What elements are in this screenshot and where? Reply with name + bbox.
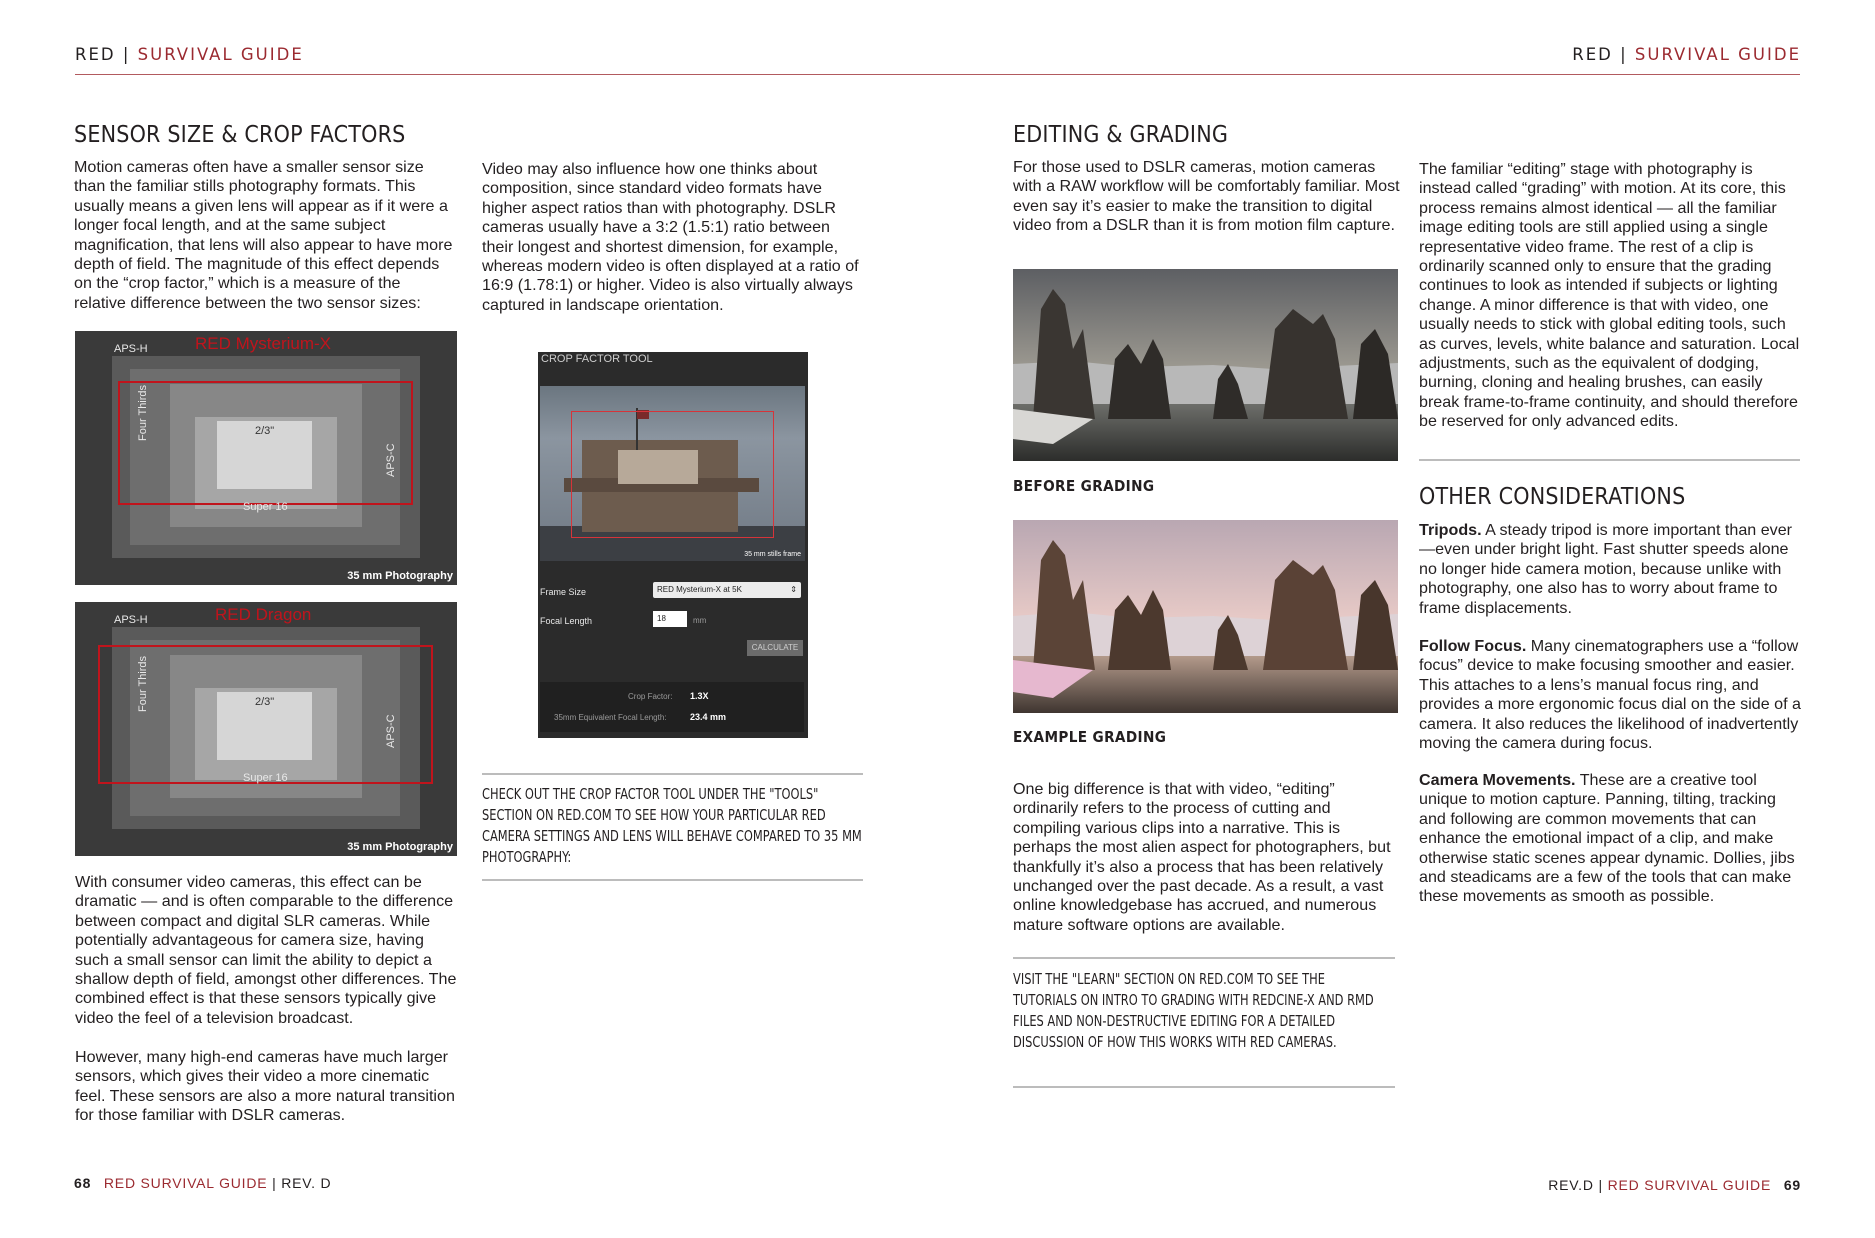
header-separator: | (1620, 45, 1628, 64)
follow-focus-paragraph (1419, 637, 1803, 753)
header-right (1572, 45, 1801, 64)
editing-intro-paragraph: For those used to DSLR cameras, motion cameras with a RAW workflow will be comfortably familiar. Most even say it’s easier to make the transition to digital video from a DSLR than it is from motion film capture. (1013, 158, 1400, 235)
callout-rule-bottom (482, 879, 863, 881)
aps-c-label: APS-C (385, 443, 397, 477)
before-grading-caption: BEFORE GRADING (1013, 477, 1155, 495)
equivalent-focal-label: 35mm Equivalent Focal Length: (554, 713, 667, 722)
header-left (75, 45, 304, 64)
crop-tool-preview-image (540, 386, 805, 561)
footer-separator: | (272, 1175, 277, 1191)
two-thirds-label: 2/3" (255, 425, 275, 437)
crop-tool-callout (482, 784, 872, 868)
four-thirds-label: Four Thirds (137, 384, 149, 441)
footer-separator: | (1598, 1177, 1603, 1193)
aps-h-label: APS-H (114, 614, 148, 626)
callout-rule-top (1013, 957, 1395, 959)
camera-movements-text: These are a creative tool unique to motion capture. Panning, tilting, tracking and following are common movements that can enhance the emotional impact of a clip, and make otherwise static scenes appear dynamic. Dollies, jibs and steadicams are a few of the tools that can make these movements as smooth as possible. (1419, 771, 1795, 906)
sensor-diagram-mysterium (75, 331, 457, 585)
section-heading-other-considerations: OTHER CONSIDERATIONS (1419, 484, 1686, 510)
camera-movements-paragraph (1419, 771, 1803, 907)
crop-factor-label: Crop Factor: (628, 692, 673, 701)
grading-paragraph: The familiar “editing” stage with photography is instead called “grading” with motion. At its core, this process remains almost identical — all the familiar image editing tools are still applied using a single representative video frame. The rest of a clip is ordinarily scanned only to ensure that the grading continues to look as intended if subjects or lighting change. A minor difference is that with video, one usually needs to stick with global editing tools, such as curves, levels, white balance and saturation. Local adjustments, such as the equivalent of dodging, burning, cloning and healing brushes, can easily break frame-to-frame continuity, and should therefore be reserved for only advanced edits. (1419, 160, 1800, 431)
video-paragraph: Video may also influence how one thinks about composition, since standard video formats have higher aspect ratios than with photography. DSLR cameras usually have a 3:2 (1.5:1) ratio between their longest and shortest dimension, for example, whereas modern video is often displayed at a ratio of 16:9 (1.78:1) or higher. Video is also virtually always captured in landscape orientation. (482, 160, 859, 314)
footer-right (1548, 1177, 1801, 1193)
learn-section-callout-text: VISIT THE "LEARN" SECTION ON RED.COM TO SEE THE TUTORIALS ON INTRO TO GRADING WITH REDCINE-X AND RMD FILES AND NON-DESTRUCTIVE EDITING FOR A DETAILED DISCUSSION OF HOW THIS WORKS WITH RED CAMERAS. (1013, 970, 1374, 1051)
example-grading-caption: EXAMPLE GRADING (1013, 728, 1167, 746)
crop-factor-tool (538, 352, 808, 738)
header-title: SURVIVAL GUIDE (137, 45, 304, 64)
crop-frame-outline (571, 411, 774, 538)
frame-size-value: RED Mysterium-X at 5K (657, 585, 742, 594)
learn-section-callout (1013, 969, 1383, 1053)
page-number: 69 (1783, 1177, 1801, 1193)
footer-left (74, 1175, 331, 1191)
stills-frame-tag: 35 mm stills frame (744, 551, 801, 558)
focal-length-label: Focal Length (540, 616, 593, 626)
full-frame-label: 35 mm Photography (347, 841, 453, 853)
sensor-name-label: RED Mysterium-X (195, 334, 332, 353)
section-heading-sensor-size: SENSOR SIZE & CROP FACTORS (74, 122, 406, 148)
before-grading-photo (1013, 269, 1398, 461)
frame-size-select[interactable] (653, 582, 801, 598)
super16-label: Super 16 (243, 772, 288, 784)
follow-focus-lead: Follow Focus. (1419, 637, 1527, 655)
crop-tool-title: CROP FACTOR TOOL (541, 353, 653, 365)
sensor-outline (118, 381, 413, 505)
crop-factor-value: 1.3X (690, 691, 709, 701)
tripods-paragraph (1419, 521, 1803, 618)
four-thirds-label: Four Thirds (137, 655, 149, 712)
full-frame-label: 35 mm Photography (347, 570, 453, 582)
editing-paragraph: One big difference is that with video, “editing” ordinarily refers to the process of cutting and compiling various clips into a narrative. This is perhaps the most alien aspect for photographers, but thankfully it’s also a process that has been relatively unchanged over the past decade. As a result, a vast online knowledgebase has accrued, and numerous mature software options are available. (1013, 780, 1391, 934)
header-brand: RED (75, 45, 116, 64)
focal-length-input[interactable] (653, 611, 687, 627)
footer-title: RED SURVIVAL GUIDE (103, 1175, 268, 1191)
aps-c-label: APS-C (385, 714, 397, 748)
header-brand: RED (1572, 45, 1613, 64)
consumer-cameras-paragraph: With consumer video cameras, this effect can be dramatic — and is often comparable to the difference between compact and digital SLR cameras. While potentially advantageous for camera size, having such a small sensor can limit the ability to depict a shallow depth of field, amongst other differences. The combined effect is that these sensors typically give video the feel of a television broadcast. (75, 873, 457, 1027)
header-title: SURVIVAL GUIDE (1634, 45, 1801, 64)
follow-focus-text: Many cinematographers use a “follow focus” device to make focusing smoother and easier. This attaches to a lens’s manual focus ring, and provides a more ergonomic focus dial on the side of a camera. It also reduces the likelihood of inadvertently moving the camera during focus. (1419, 637, 1801, 753)
camera-movements-lead: Camera Movements. (1419, 771, 1576, 789)
callout-rule-top (482, 773, 863, 775)
focal-length-value: 18 (657, 614, 666, 623)
sensor-name-label: RED Dragon (215, 605, 312, 624)
header-separator: | (122, 45, 131, 64)
chevron-updown-icon: ⇕ (790, 585, 797, 594)
crop-result-panel (540, 682, 804, 732)
header-rule (75, 74, 1800, 75)
sensor-diagram-dragon (75, 602, 457, 856)
equivalent-focal-value: 23.4 mm (690, 712, 727, 722)
crop-tool-callout-text: CHECK OUT THE CROP FACTOR TOOL UNDER THE "TOOLS" SECTION ON RED.COM TO SEE HOW YOUR PARTICULAR RED CAMERA SETTINGS AND LENS WILL BEHAVE COMPARED TO 35 MM PHOTOGRAPHY: (482, 785, 862, 866)
section-divider (1419, 459, 1800, 461)
two-thirds-label: 2/3" (255, 696, 275, 708)
super16-label: Super 16 (243, 501, 288, 513)
aps-h-label: APS-H (114, 343, 148, 355)
section-heading-editing-grading: EDITING & GRADING (1013, 122, 1229, 148)
calculate-label: CALCULATE (751, 643, 799, 652)
frame-size-label: Frame Size (540, 587, 587, 597)
page-number: 68 (74, 1175, 92, 1191)
footer-title: RED SURVIVAL GUIDE (1607, 1177, 1772, 1193)
callout-rule-bottom (1013, 1086, 1395, 1088)
footer-revision: REV. D (281, 1175, 332, 1191)
footer-revision: REV.D (1548, 1177, 1594, 1193)
intro-paragraph: Motion cameras often have a smaller sensor size than the familiar stills photography formats. This usually means a given lens will appear as if it were a longer focal length, and at the same subject magnification, that lens will also appear to have more depth of field. The magnitude of this effect depends on the “crop factor,” which is a measure of the relative difference between the two sensor sizes: (74, 158, 453, 312)
tripods-lead: Tripods. (1419, 521, 1482, 539)
high-end-cameras-paragraph: However, many high-end cameras have much larger sensors, which gives their video a more cinematic feel. These sensors are also a more natural transition for those familiar with DSLR cameras. (75, 1048, 455, 1125)
calculate-button[interactable] (747, 640, 803, 656)
focal-unit-label: mm (693, 616, 707, 625)
tripods-text: A steady tripod is more important than ever—even under bright light. Fast shutter speeds alone no longer hide camera motion, because unlike with photography, one also has to worry about frame to frame displacements. (1419, 521, 1793, 617)
example-grading-photo (1013, 520, 1398, 713)
